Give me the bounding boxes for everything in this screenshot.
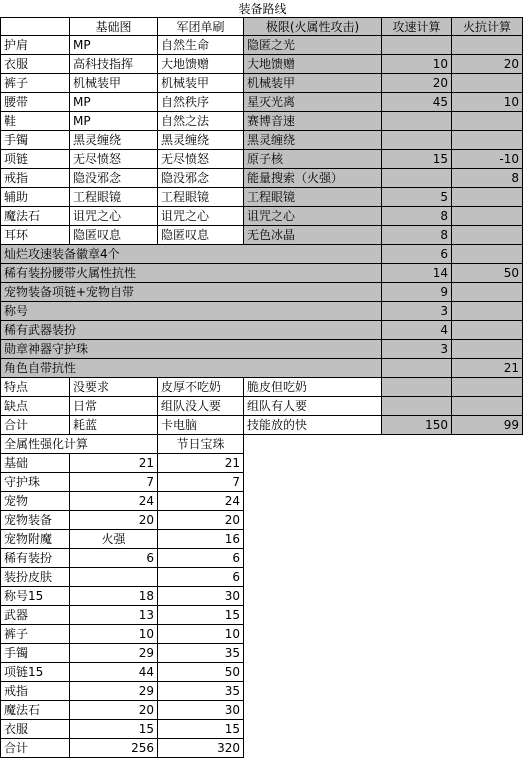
header-col-4: 攻速计算 [382, 17, 452, 36]
trait-fire [452, 378, 523, 397]
calc-value-a: 火强 [70, 530, 158, 549]
speed-value: 45 [382, 93, 452, 112]
header-col-2: 军团单刷 [158, 17, 244, 36]
calc-value-a: 20 [70, 701, 158, 720]
calc-value-a: 29 [70, 644, 158, 663]
bonus-label: 宠物装备项链+宠物自带 [0, 283, 382, 302]
fire-value [452, 226, 523, 245]
drawback-speed [382, 397, 452, 416]
bonus-fire [452, 340, 523, 359]
calc-label: 魔法石 [0, 701, 70, 720]
limit-value: 工程眼镜 [244, 188, 382, 207]
sheet-title: 装备路线 [238, 2, 287, 16]
header-col-3: 极限(火属性攻击) [244, 17, 382, 36]
legion-value: 自然生命 [158, 36, 244, 55]
slot-label: 耳环 [0, 226, 70, 245]
speed-value: 20 [382, 74, 452, 93]
drawback-fire [452, 397, 523, 416]
bonus-fire [452, 245, 523, 264]
bonus-speed: 9 [382, 283, 452, 302]
bonus-fire [452, 283, 523, 302]
speed-value: 15 [382, 150, 452, 169]
bonus-speed: 6 [382, 245, 452, 264]
bonus-speed: 4 [382, 321, 452, 340]
calc-value-a: 20 [70, 511, 158, 530]
total-label: 合计 [0, 416, 70, 435]
calc-value-b: 6 [158, 549, 244, 568]
trait-legion: 皮厚不吃奶 [158, 378, 244, 397]
bonus-speed [382, 359, 452, 378]
base-value: 高科技指挥 [70, 55, 158, 74]
calc-value-a: 7 [70, 473, 158, 492]
total-legion: 卡电脑 [158, 416, 244, 435]
calc-value-a: 15 [70, 720, 158, 739]
calc-value-a: 29 [70, 682, 158, 701]
header-col-5: 火抗计算 [452, 17, 523, 36]
trait-limit: 脆皮但吃奶 [244, 378, 382, 397]
slot-label: 项链 [0, 150, 70, 169]
calc-label: 宠物装备 [0, 511, 70, 530]
fire-value: 20 [452, 55, 523, 74]
fire-value [452, 188, 523, 207]
fire-value [452, 36, 523, 55]
fire-value: 10 [452, 93, 523, 112]
legion-value: 自然秩序 [158, 93, 244, 112]
trait-label: 特点 [0, 378, 70, 397]
calc-value-b: 20 [158, 511, 244, 530]
calc-label: 装扮皮肤 [0, 568, 70, 587]
calc-label: 宠物附魔 [0, 530, 70, 549]
base-value: 黑灵缠绕 [70, 131, 158, 150]
bonus-label: 灿烂攻速装备徽章4个 [0, 245, 382, 264]
bonus-label: 稀有装扮腰带火属性抗性 [0, 264, 382, 283]
fire-value [452, 207, 523, 226]
calc-label: 合计 [0, 739, 70, 758]
slot-label: 护肩 [0, 36, 70, 55]
calc-value-b: 6 [158, 568, 244, 587]
speed-value [382, 36, 452, 55]
calc-value-a: 6 [70, 549, 158, 568]
limit-value: 原子核 [244, 150, 382, 169]
base-value: 工程眼镜 [70, 188, 158, 207]
calc-value-b: 30 [158, 587, 244, 606]
slot-label: 戒指 [0, 169, 70, 188]
legion-value: 工程眼镜 [158, 188, 244, 207]
calc-label: 基础 [0, 454, 70, 473]
calc-value-b: 35 [158, 644, 244, 663]
base-value: MP [70, 93, 158, 112]
base-value: MP [70, 112, 158, 131]
slot-label: 手镯 [0, 131, 70, 150]
calc-value-b: 320 [158, 739, 244, 758]
slot-label: 衣服 [0, 55, 70, 74]
fire-value [452, 74, 523, 93]
drawback-base: 日常 [70, 397, 158, 416]
bonus-fire [452, 321, 523, 340]
limit-value: 诅咒之心 [244, 207, 382, 226]
total-fire: 99 [452, 416, 523, 435]
calc-value-a: 256 [70, 739, 158, 758]
bonus-speed: 3 [382, 302, 452, 321]
calc-label: 项链15 [0, 663, 70, 682]
legion-value: 机械装甲 [158, 74, 244, 93]
bonus-label: 勋章神器守护珠 [0, 340, 382, 359]
calc-label: 宠物 [0, 492, 70, 511]
limit-value: 无色冰晶 [244, 226, 382, 245]
header-col-1: 基础图 [70, 17, 158, 36]
calc-header-festival: 节日宝珠 [158, 435, 244, 454]
calc-value-b: 35 [158, 682, 244, 701]
calc-label: 手镯 [0, 644, 70, 663]
bonus-fire: 21 [452, 359, 523, 378]
calc-value-a: 10 [70, 625, 158, 644]
bonus-label: 角色自带抗性 [0, 359, 382, 378]
calc-value-b: 30 [158, 701, 244, 720]
calc-value-b: 15 [158, 720, 244, 739]
legion-value: 黑灵缠绕 [158, 131, 244, 150]
base-value: 隐没邪念 [70, 169, 158, 188]
slot-label: 辅助 [0, 188, 70, 207]
legion-value: 诅咒之心 [158, 207, 244, 226]
fire-value: -10 [452, 150, 523, 169]
speed-value: 8 [382, 226, 452, 245]
calc-label: 守护珠 [0, 473, 70, 492]
bonus-label: 稀有武器装扮 [0, 321, 382, 340]
base-value: 诅咒之心 [70, 207, 158, 226]
base-value: 机械装甲 [70, 74, 158, 93]
calc-value-a: 44 [70, 663, 158, 682]
trait-speed [382, 378, 452, 397]
calc-value-b: 10 [158, 625, 244, 644]
calc-title: 全属性强化计算 [0, 435, 158, 454]
calc-label: 称号15 [0, 587, 70, 606]
limit-value: 能量搜索（火强） [244, 169, 382, 188]
speed-value: 10 [382, 55, 452, 74]
calc-label: 裤子 [0, 625, 70, 644]
slot-label: 裤子 [0, 74, 70, 93]
calc-value-a: 24 [70, 492, 158, 511]
base-value: 无尽愤怒 [70, 150, 158, 169]
calc-value-a: 13 [70, 606, 158, 625]
drawback-legion: 组队没人要 [158, 397, 244, 416]
calc-value-b: 15 [158, 606, 244, 625]
fire-value: 8 [452, 169, 523, 188]
calc-value-b: 7 [158, 473, 244, 492]
legion-value: 隐匿叹息 [158, 226, 244, 245]
speed-value: 5 [382, 188, 452, 207]
calc-value-b: 24 [158, 492, 244, 511]
calc-label: 戒指 [0, 682, 70, 701]
calc-value-a: 21 [70, 454, 158, 473]
bonus-speed: 3 [382, 340, 452, 359]
header-blank [0, 17, 70, 36]
fire-value [452, 131, 523, 150]
speed-value [382, 169, 452, 188]
slot-label: 腰带 [0, 93, 70, 112]
limit-value: 机械装甲 [244, 74, 382, 93]
limit-value: 星灭光离 [244, 93, 382, 112]
total-base: 耗蓝 [70, 416, 158, 435]
calc-label: 武器 [0, 606, 70, 625]
bonus-speed: 14 [382, 264, 452, 283]
calc-label: 稀有装扮 [0, 549, 70, 568]
slot-label: 鞋 [0, 112, 70, 131]
calc-value-b: 50 [158, 663, 244, 682]
legion-value: 大地馈赠 [158, 55, 244, 74]
legion-value: 无尽愤怒 [158, 150, 244, 169]
limit-value: 大地馈赠 [244, 55, 382, 74]
base-value: MP [70, 36, 158, 55]
bonus-fire: 50 [452, 264, 523, 283]
total-limit: 技能放的快 [244, 416, 382, 435]
limit-value: 黑灵缠绕 [244, 131, 382, 150]
trait-base: 没要求 [70, 378, 158, 397]
drawback-label: 缺点 [0, 397, 70, 416]
speed-value [382, 131, 452, 150]
bonus-fire [452, 302, 523, 321]
legion-value: 自然之法 [158, 112, 244, 131]
speed-value [382, 112, 452, 131]
bonus-label: 称号 [0, 302, 382, 321]
calc-value-b: 21 [158, 454, 244, 473]
calc-label: 衣服 [0, 720, 70, 739]
calc-value-a: 18 [70, 587, 158, 606]
calc-value-b: 16 [158, 530, 244, 549]
limit-value: 隐匿之光 [244, 36, 382, 55]
fire-value [452, 112, 523, 131]
legion-value: 隐没邪念 [158, 169, 244, 188]
drawback-limit: 组队有人要 [244, 397, 382, 416]
base-value: 隐匿叹息 [70, 226, 158, 245]
speed-value: 8 [382, 207, 452, 226]
calc-value-a [70, 568, 158, 587]
total-speed: 150 [382, 416, 452, 435]
slot-label: 魔法石 [0, 207, 70, 226]
limit-value: 赛博音速 [244, 112, 382, 131]
